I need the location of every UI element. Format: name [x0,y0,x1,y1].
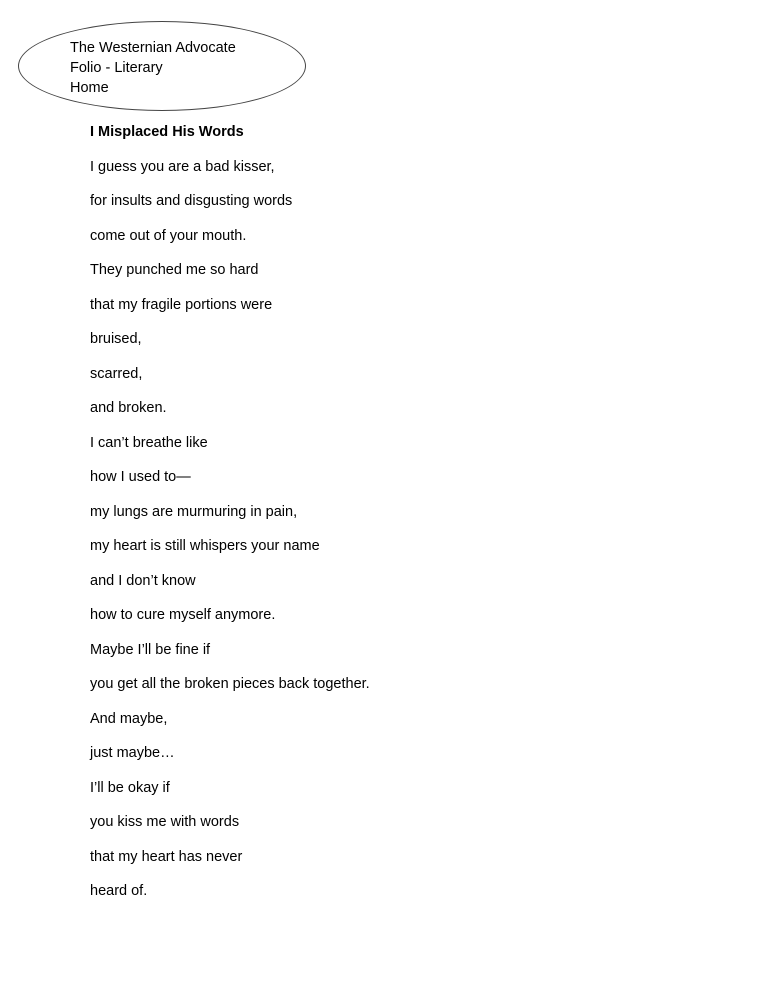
poem-line: And maybe, [90,710,168,727]
section-label: Folio - Literary [70,60,163,76]
poem-line: I can’t breathe like [90,434,208,451]
poem-line: come out of your mouth. [90,227,247,244]
poem-line: my lungs are murmuring in pain, [90,503,298,520]
poem-line: you kiss me with words [90,814,240,830]
home-link[interactable]: Home [70,80,109,96]
poem-line: I guess you are a bad kisser, [90,158,275,175]
poem-line: I’ll be okay if [90,779,170,796]
poem-line: how I used to— [90,469,191,485]
poem-line: heard of. [90,883,148,899]
poem-line: for insults and disgusting words [90,193,293,209]
poem-line: and broken. [90,400,167,416]
poem-line: They punched me so hard [90,262,259,278]
publication-name: The Westernian Advocate [70,40,236,56]
poem-line: scarred, [90,365,143,382]
poem-line: and I don’t know [90,572,196,589]
poem-line: how to cure myself anymore. [90,607,276,623]
poem [90,121,370,915]
poem-line: my heart is still whispers your name [90,538,320,554]
poem-line: that my heart has never [90,848,243,865]
poem-line: that my fragile portions were [90,296,273,313]
poem-line: you get all the broken pieces back together. [90,676,370,692]
poem-title: I Misplaced His Words [90,124,244,140]
poem-line: just maybe… [90,745,175,761]
header-block [70,38,236,98]
poem-line: bruised, [90,331,142,347]
poem-line: Maybe I’ll be fine if [90,641,211,658]
